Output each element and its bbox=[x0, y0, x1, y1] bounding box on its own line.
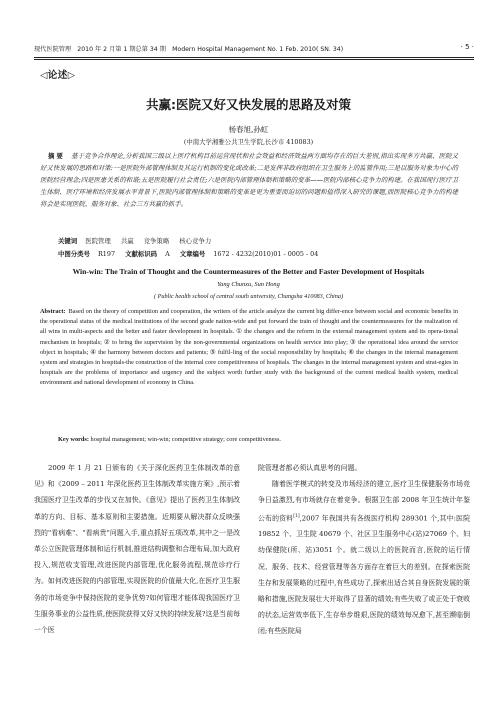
body-paragraph: 2009 年 1 月 21 日颁布的《关于深化医药卫生体制改革的意见》和《2009 – 2011 年深化医药卫生体制改革实施方案》,预示着我国医疗卫生改革的步伐又在加快。《意见》提出了医药卫生体制改革的方向、目标、基本原则和主要措施。近期要从解决群众反映强烈的"看病难"、"看病贵"问题入手,重点抓好五项改革,其中之一是改革公立医院管理体制和运行机制,推进结构调整和合理布局,加大政府投入,规范收支管理,改进医院内部管理,优化服务流程,规范诊疗行为。如何改进医院的内部管理,实现医院的价值最大化,在医疗卫生服务的市场竞争中保持医院的竞争优势?如何管理才能体现我国医疗卫生服务事业的公益性质,使医院获得又好又快的持续发展?这是当前每一个医 bbox=[34, 464, 240, 635]
english-abstract-part: Based on the theory of competition and cooperation, the writers of the article analyze the current big differ-ence between social and economic benefits in the operational status of the medical institutions of the second grade nation-wide and put forward the train of thought and the countermeasures for the realization of all wins in multi-aspects and the better and faster development in hospitals. bbox=[40, 308, 458, 336]
keyword: 核心竞争力 bbox=[179, 237, 212, 245]
english-title: Win-win: The Train of Thought and the Countermeasures of the Better and Faster Development of Hospitals bbox=[72, 267, 425, 276]
running-header bbox=[34, 44, 474, 56]
english-abstract-label: Abstract: bbox=[40, 308, 66, 315]
chinese-keywords bbox=[58, 236, 219, 245]
affiliation: (中南大学湘雅公共卫生学院,长沙市 410083) bbox=[183, 138, 314, 146]
english-abstract bbox=[40, 307, 458, 389]
english-keywords-text: hospital management; win-win; competitive strategy; core competitiveness. bbox=[90, 436, 281, 443]
article-no: 1672 - 4232(2010)01 - 0005 - 04 bbox=[213, 250, 319, 258]
body-column-right bbox=[258, 460, 470, 640]
body-paragraph bbox=[258, 476, 470, 639]
clc-code: R197 bbox=[98, 250, 116, 258]
abstract-label: 摘要 bbox=[48, 152, 65, 160]
keyword: 共赢 bbox=[120, 237, 134, 245]
body-column-left bbox=[34, 460, 240, 638]
article-no-label: 文章编号 bbox=[179, 250, 206, 258]
chinese-abstract bbox=[40, 150, 458, 210]
keyword: 医院管理 bbox=[85, 237, 111, 245]
english-abstract-part: ① the changes and the reform in the external management system and its opera-tional mechanism in hospitals; ② to bring the supervision by the non-governmental organizations on health service into play; ③ the operational idea around the service object in hospitals; ④ the harmony between doctors and patients; ⑤ fulfil-ling of the social responsibility by hospitals; ⑥ the changes in the internal management system and strategies in hospitals-the construction of the internal core competitiveness of hospitals. bbox=[40, 328, 458, 367]
classification-line bbox=[58, 249, 326, 258]
abstract-text: 基于竞争合作理论,分析我国三级以上医疗机构目前运营现状和社会效益和经济效益两方面均存在的巨大差别,指出实现多方共赢、医院又好又快发展的思路和对策:一是医院外部管理体制及其运行机制的变化或改革;二是发挥非政府组织在卫生服务上的监管作用;三是以服务对象为中心的医院经营理念;四是医患关系的和谐;五是医院履行社会责任;六是医院内部管理体制和策略的变革——医院内部核心竞争力的构建。在我国现行医疗卫生体制、医疗环境和经济发展水平背景下,医院内部管理体制和策略的变革是更为重要而迫切的问题和值得深入研究的课题,而医院核心竞争力的构建将会是实现医院、服务对象、社会三方共赢的抓手。 bbox=[40, 152, 459, 209]
body-text: ,2007 年我国共有各级医疗机构 289301 个,其中:医院 19852 个、卫生院 40679 个、社区卫生服务中心(站)27069 个、妇幼保健院(所、站)3051 个。就二级以上的医院而言,医院的运行情况、服务、技术、经营管理等各方面存在着巨大的差别。在探索医院生存和发展策略的过程中,有些成功了,探索出适合其自身医院发展的策略和措施,医院发展壮大并取得了显著的绩效;有些失败了或正处于衰败的状态,运营效率低下,生存举步维艰,医院的绩效每况愈下,甚至濒临倒闭;有些医院局 bbox=[258, 513, 470, 636]
keyword: 竞争策略 bbox=[143, 237, 170, 245]
paper-title: 共赢:医院又好又快发展的思路及对策 bbox=[146, 97, 351, 112]
journal-info: 现代医院管理 2010 年 2 月第 1 期总第 34 期 Modern Hospital Management No. 1 Feb. 2010( SN. 34) bbox=[34, 46, 344, 53]
page-number: · 5 · bbox=[460, 43, 474, 51]
authors: 杨春旭,孙虹 bbox=[228, 125, 269, 134]
header-rule-bottom bbox=[34, 59, 474, 60]
header-rule-top bbox=[34, 57, 474, 58]
english-keywords-label: Key words: bbox=[58, 436, 89, 443]
english-affiliation: ( Public health school of central south university, Changsha 410083, China) bbox=[153, 293, 344, 300]
doc-code-label: 文献标识码 bbox=[125, 250, 158, 258]
clc-label: 中图分类号 bbox=[58, 250, 90, 258]
english-authors: Yang Chunxu, Sun Hong bbox=[217, 281, 280, 288]
keywords-label: 关键词 bbox=[58, 237, 78, 245]
section-tag: ◁论述▷ bbox=[40, 70, 76, 81]
doc-code: A bbox=[165, 250, 170, 258]
body-text: 随着医学模式的转变及市场经济的建立,医疗卫生保健服务市场竞争日益激烈,有市场就存在着竞争。根据卫生部 2008 年卫生统计年鉴公布的资料 bbox=[258, 480, 470, 522]
citation-ref: [1] bbox=[293, 513, 300, 519]
english-keywords bbox=[58, 436, 458, 443]
body-paragraph-continued: 院管理者都必须认真思考的问题。 bbox=[258, 464, 362, 472]
english-abstract-part: The changes in the internal management system and strat-egies in hospitals are the problems of importance and urgency and the subject worth further study with the background of the current medical health system, medical environment and national development of economy in China. bbox=[40, 359, 458, 387]
